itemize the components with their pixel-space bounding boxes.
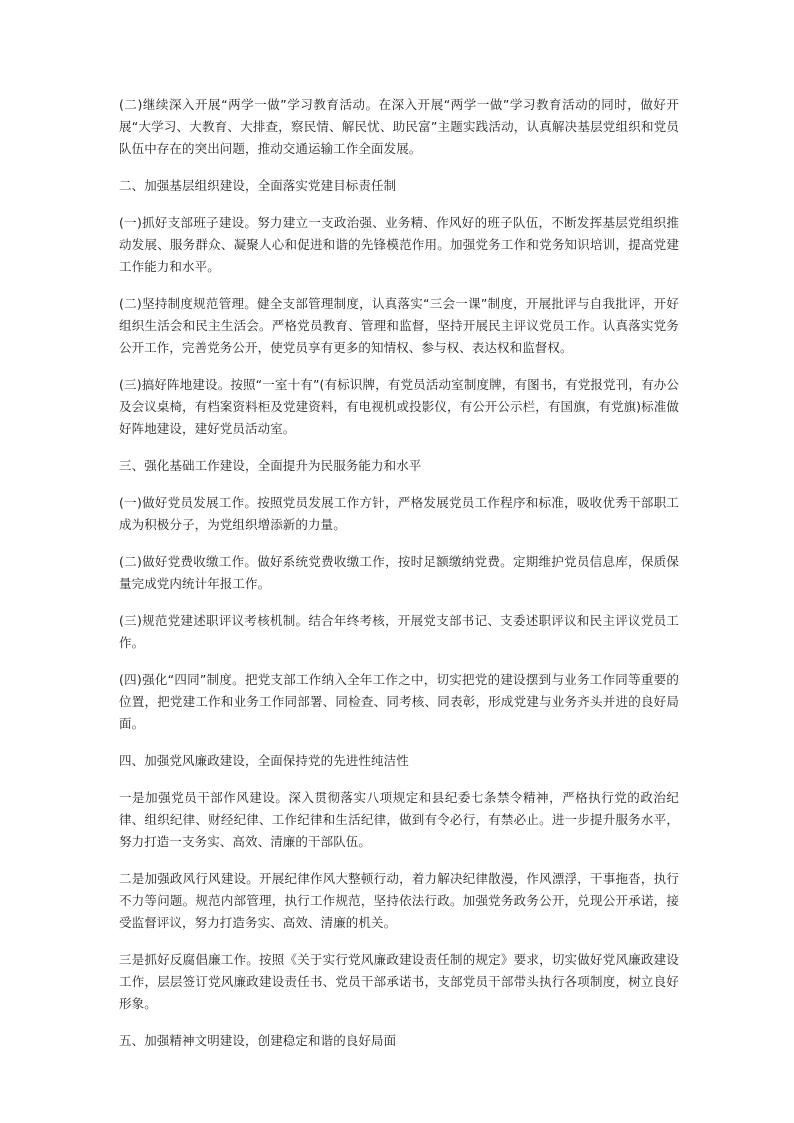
paragraph-appraisal-mechanism: (三)规范党建述职评议考核机制。结合年终考核，开展党支部书记、支委述职评议和民主评议党员工作。 — [119, 613, 679, 650]
paragraph-position-building: (三)搞好阵地建设。按照“一室十有”(有标识牌，有党员活动室制度牌，有图书，有党报党刊，有办公及会议桌椅，有档案资料柜及党建资料，有电视机或投影仪，有公开公示栏，有国旗，有党旗)标准做好阵地建设，建好党员活动室。 — [119, 377, 679, 436]
paragraph-government-style: 二是加强政风行风建设。开展纪律作风大整顿行动，着力解决纪律散漫，作风漂浮，干事拖沓，执行不力等问题。规范内部管理，执行工作规范，坚持依法行政。加强党务政务公开，兑现公开承诺，接受监督评议，努力打造务实、高效、清廉的机关。 — [119, 871, 679, 930]
paragraph-system-management: (二)坚持制度规范管理。健全支部管理制度，认真落实“三会一课”制度，开展批评与自我批评，开好组织生活会和民主生活会。严格党员教育、管理和监督，坚持开展民主评议党员工作。认真落实党务公开工作，完善党务公开，使党员享有更多的知情权、参与权、表达权和监督权。 — [119, 296, 679, 355]
paragraph-party-dues: (二)做好党费收缴工作。做好系统党费收缴工作，按时足额缴纳党费。定期维护党员信息库，保质保量完成党内统计年报工作。 — [119, 554, 679, 591]
paragraph-branch-team: (一)抓好支部班子建设。努力建立一支政治强、业务精、作风好的班子队伍，不断发挥基层党组织推动发展、服务群众、凝聚人心和促进和谐的先锋模范作用。加强党务工作和党务知识培训，提高党建工作能力和水平。 — [119, 215, 679, 274]
section-heading-5: 五、加强精神文明建设，创建稳定和谐的良好局面 — [119, 1033, 397, 1048]
document-page — [119, 94, 679, 1067]
section-heading-2: 二、加强基层组织建设，全面落实党建目标责任制 — [119, 178, 397, 193]
paragraph-cadre-style: 一是加强党员干部作风建设。深入贯彻落实八项规定和县纪委七条禁令精神，严格执行党的政治纪律、组织纪律、财经纪律、工作纪律和生活纪律，做到有令必行，有禁必止。进一步提升服务水平，努力打造一支务实、高效、清廉的干部队伍。 — [119, 790, 679, 849]
paragraph-four-same-system: (四)强化“四同”制度。把党支部工作纳入全年工作之中，切实把党的建设摆到与业务工作同等重要的位置，把党建工作和业务工作同部署、同检查、同考核、同表彰，形成党建与业务齐头并进的良好局面。 — [119, 672, 679, 731]
section-heading-4: 四、加强党风廉政建设，全面保持党的先进性纯洁性 — [119, 753, 409, 768]
paragraph-two-learn-one-do: (二)继续深入开展“两学一做”学习教育活动。在深入开展“两学一做”学习教育活动的同时，做好开展“大学习、大教育、大排查，察民情、解民忧、助民富”主题实践活动，认真解决基层党组织和党员队伍中存在的突出问题，推动交通运输工作全面发展。 — [119, 97, 679, 156]
section-heading-3: 三、强化基础工作建设，全面提升为民服务能力和水平 — [119, 458, 422, 473]
paragraph-member-development: (一)做好党员发展工作。按照党员发展工作方针，严格发展党员工作程序和标准，吸收优秀干部职工成为积极分子，为党组织增添新的力量。 — [119, 495, 679, 532]
paragraph-anti-corruption: 三是抓好反腐倡廉工作。按照《关于实行党风廉政建设责任制的规定》要求，切实做好党风廉政建设工作，层层签订党风廉政建设责任书、党员干部承诺书，支部党员干部带头执行各项制度，树立良好形象。 — [119, 952, 679, 1011]
